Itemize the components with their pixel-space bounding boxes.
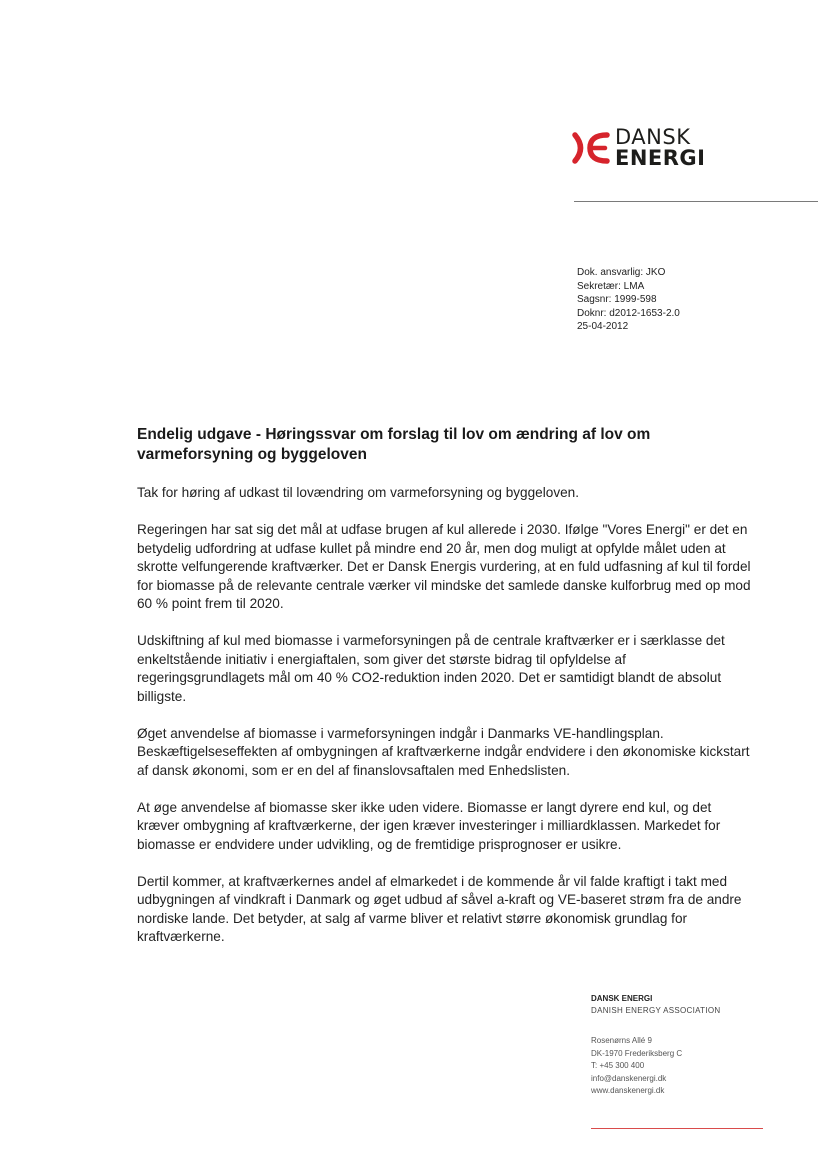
meta-date: 25-04-2012 [577, 321, 629, 333]
paragraph: Udskiftning af kul med biomasse i varmeforsyningen på de centrale kraftværker er i særklasse det enkeltstående initiativ i energiaftalen, som giver det største bidrag til opfyldelse af regeringsgrundlagets mål om 40 % CO2-reduktion inden 2020. Det er samtidigt blandt de absolut billigste. [137, 633, 725, 704]
paragraph: Regeringen har sat sig det mål at udfase brugen af kul allerede i 2030. Ifølge "Vores Energi" er det en betydelig udfordring at udfase kullet på mindre end 20 år, men dog muligt at opfylde målet uden at skrotte velfungerende kraftværker. Det er Dansk Energis vurdering, at en fuld udfasning af kul til fordel for biomasse på de relevante centrale værker vil mindske det samlede danske kulforbrug med op mod 60 % point frem til 2020. [137, 522, 751, 611]
footer-organization [591, 993, 720, 1016]
meta-secretary: Sekretær: LMA [577, 280, 645, 292]
document-metadata [577, 266, 680, 334]
paragraph: Tak for høring af udkast til lovændring om varmeforsyning og byggeloven. [137, 485, 580, 500]
meta-case-number: Sagsnr: 1999-598 [577, 294, 657, 306]
footer-street: Rosenørns Allé 9 [591, 1036, 652, 1045]
header-divider [574, 201, 818, 202]
paragraph: Dertil kommer, at kraftværkernes andel af elmarkedet i de kommende år vil falde kraftigt i takt med udbygningen af vindkraft i Danmark og øget udbud af såvel a-kraft og VE-baseret strøm fra de andre nordiske lande. Det betyder, at salg af varme bliver et relativt større økonomisk grundlag for kraftværkerne. [137, 873, 742, 944]
footer-org-english: DANISH ENERGY ASSOCIATION [591, 1005, 721, 1015]
footer-org-name: DANSK ENERGI [591, 994, 653, 1003]
footer-website: www.danskenergi.dk [591, 1086, 665, 1095]
footer-email: info@danskenergi.dk [591, 1073, 667, 1083]
dansk-energi-logo-icon [572, 129, 610, 167]
meta-responsible: Dok. ansvarlig: JKO [577, 267, 666, 278]
logo-line1: DANSK [615, 125, 691, 149]
logo-line2: ENERGI [615, 146, 706, 170]
footer-address [591, 1035, 682, 1098]
footer-phone: T: +45 300 400 [591, 1061, 645, 1070]
meta-document-number: Doknr: d2012-1653-2.0 [577, 307, 680, 319]
footer-divider [591, 1128, 763, 1129]
paragraph: At øge anvendelse af biomasse sker ikke uden videre. Biomasse er langt dyrere end kul, og det kræver ombygning af kraftværkerne, der igen kræver investeringer i milliardklassen. Markedet for biomasse er endvidere under udvikling, og de fremtidige prisprognoser er usikre. [137, 799, 721, 852]
footer-city: DK-1970 Frederiksberg C [591, 1048, 683, 1058]
document-title: Endelig udgave - Høringssvar om forslag til lov om ændring af lov om varmeforsyning og byggeloven [137, 426, 651, 463]
dansk-energi-logo [572, 127, 732, 173]
logo-wordmark [615, 127, 706, 169]
paragraph: Øget anvendelse af biomasse i varmeforsyningen indgår i Danmarks VE-handlingsplan. Beskæftigelseseffekten af ombygningen af kraftværkerne indgår endvidere i den økonomiske kickstart af dansk økonomi, som er en del af finanslovsaftalen med Enhedslisten. [137, 725, 750, 778]
document-body [137, 484, 752, 965]
